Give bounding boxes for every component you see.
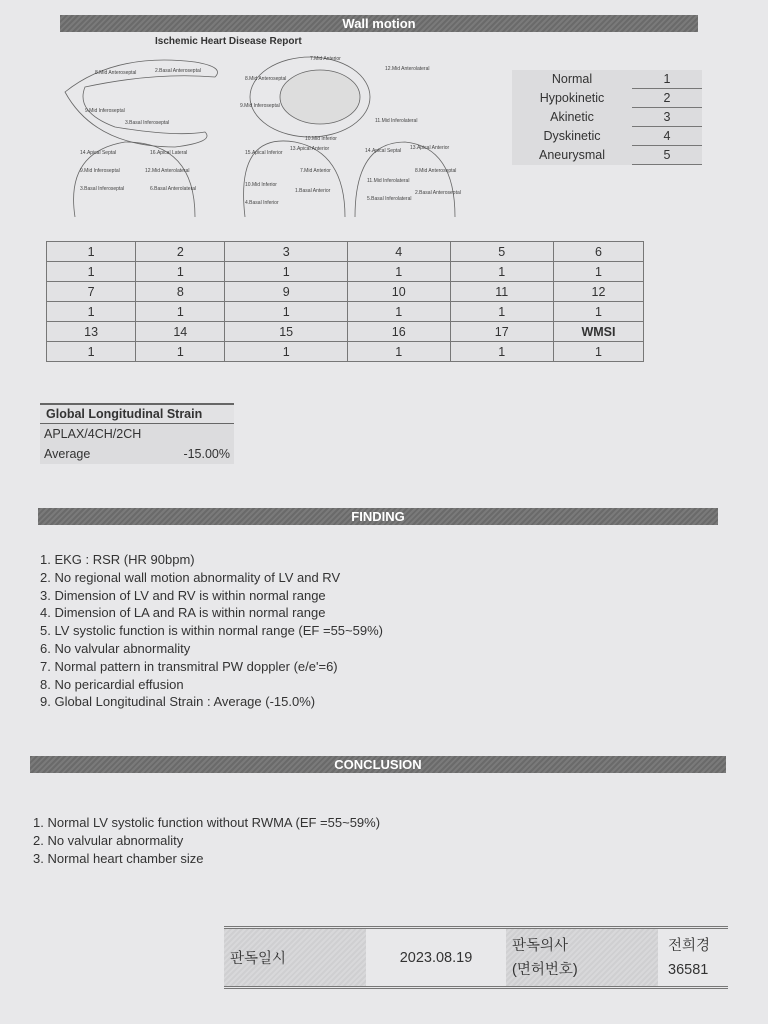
finding-item: 5. LV systolic function is within normal range (EF =55~59%) bbox=[40, 623, 383, 639]
conclusion-item: 1. Normal LV systolic function without RWMA (EF =55~59%) bbox=[33, 815, 381, 830]
table-cell: 1 bbox=[347, 302, 450, 322]
table-cell: 1 bbox=[225, 302, 348, 322]
gls-average-label: Average bbox=[44, 447, 91, 461]
wall-motion-legend bbox=[512, 70, 702, 165]
segment-label: 9.Mid Inferoseptal bbox=[85, 108, 125, 114]
table-cell: 11 bbox=[450, 282, 553, 302]
finding-item: 2. No regional wall motion abnormality of LV and RV bbox=[40, 569, 341, 585]
segment-label: 8.Mid Anteroseptal bbox=[95, 70, 137, 76]
finding-item: 8. No pericardial effusion bbox=[40, 676, 184, 692]
segment-label: 6.Basal Anterolateral bbox=[150, 186, 197, 192]
conclusion-item: 3. Normal heart chamber size bbox=[33, 850, 204, 866]
segment-label: 13.Apical Anterior bbox=[290, 146, 330, 152]
table-cell: 10 bbox=[347, 282, 450, 302]
finding-item: 1. EKG : RSR (HR 90bpm) bbox=[40, 552, 195, 567]
legend-name: Dyskinetic bbox=[543, 129, 601, 143]
segment-label: 7.Mid Anterior bbox=[300, 168, 331, 174]
segment-label: 11.Mid Inferolateral bbox=[367, 178, 410, 184]
table-row bbox=[47, 322, 644, 342]
legend-value: 3 bbox=[632, 108, 702, 127]
table-cell: 17 bbox=[450, 322, 553, 342]
gls-title: Global Longitudinal Strain bbox=[40, 403, 234, 424]
table-cell: 1 bbox=[47, 242, 136, 262]
legend-name: Hypokinetic bbox=[539, 91, 605, 105]
conclusion-list bbox=[33, 814, 380, 867]
report-subtitle: Ischemic Heart Disease Report bbox=[155, 36, 302, 47]
license-number: 36581 bbox=[668, 961, 709, 978]
doctor-name: 전희경 bbox=[668, 937, 711, 954]
segment-label: 15.Apical Inferior bbox=[245, 150, 283, 156]
read-date-label: 판독일시 bbox=[224, 929, 366, 986]
table-cell: 1 bbox=[450, 302, 553, 322]
legend-row bbox=[512, 89, 702, 108]
legend-value: 1 bbox=[632, 70, 702, 89]
finding-item: 9. Global Longitudinal Strain : Average (-15.0%) bbox=[40, 694, 316, 710]
table-cell: 1 bbox=[225, 262, 348, 282]
legend-value: 2 bbox=[632, 89, 702, 108]
table-row bbox=[47, 282, 644, 302]
segment-label: 11.Mid Inferolateral bbox=[375, 118, 418, 124]
table-cell: 1 bbox=[136, 302, 225, 322]
table-cell: 14 bbox=[136, 322, 225, 342]
table-cell: 1 bbox=[47, 302, 136, 322]
table-cell: 15 bbox=[225, 322, 348, 342]
table-cell: 1 bbox=[450, 342, 553, 362]
segment-score-table bbox=[46, 241, 644, 362]
finding-list bbox=[40, 551, 383, 711]
finding-header: FINDING bbox=[38, 508, 718, 525]
segment-label: 14.Apical Septal bbox=[365, 148, 402, 154]
table-cell: 1 bbox=[136, 262, 225, 282]
table-cell: 1 bbox=[553, 302, 643, 322]
segment-label: 8.Mid Anteroseptal bbox=[415, 168, 457, 174]
read-date: 2023.08.19 bbox=[399, 949, 473, 966]
segment-label: 7.Mid Anterior bbox=[310, 56, 341, 62]
table-cell: 7 bbox=[47, 282, 136, 302]
heart-segment-diagram bbox=[55, 52, 475, 217]
finding-item: 6. No valvular abnormality bbox=[40, 640, 191, 656]
table-cell: 3 bbox=[225, 242, 348, 262]
legend-row bbox=[512, 146, 702, 165]
table-cell: 5 bbox=[450, 242, 553, 262]
table-cell: 1 bbox=[136, 342, 225, 362]
segment-label: 3.Basal Inferoseptal bbox=[125, 120, 170, 126]
table-row bbox=[47, 262, 644, 282]
segment-label: 10.Mid Inferior bbox=[245, 182, 277, 188]
table-cell: 1 bbox=[47, 262, 136, 282]
legend-name: Normal bbox=[551, 72, 593, 86]
table-cell: 1 bbox=[553, 342, 643, 362]
table-cell: 1 bbox=[225, 342, 348, 362]
segment-label: 10.Mid Inferior bbox=[305, 136, 337, 142]
finding-item: 7. Normal pattern in transmitral PW doppler (e/e'=6) bbox=[40, 658, 338, 674]
finding-item: 3. Dimension of LV and RV is within normal range bbox=[40, 587, 326, 603]
table-cell: 1 bbox=[450, 262, 553, 282]
table-cell: 12 bbox=[553, 282, 643, 302]
signature-table bbox=[224, 926, 728, 989]
doctor-label: 판독의사 bbox=[512, 937, 569, 954]
segment-label: 12.Mid Anterolateral bbox=[385, 66, 430, 72]
legend-value: 5 bbox=[632, 146, 702, 165]
table-cell: 4 bbox=[347, 242, 450, 262]
table-cell: 6 bbox=[553, 242, 643, 262]
segment-label: 2.Basal Anteroseptal bbox=[155, 68, 201, 74]
segment-label: 9.Mid Inferoseptal bbox=[240, 103, 280, 109]
table-cell: 16 bbox=[347, 322, 450, 342]
table-cell: 1 bbox=[347, 342, 450, 362]
table-cell: 1 bbox=[553, 262, 643, 282]
table-row bbox=[47, 242, 644, 262]
table-cell: 8 bbox=[136, 282, 225, 302]
segment-label: 13.Apical Anterior bbox=[410, 145, 450, 151]
legend-name: Akinetic bbox=[550, 110, 594, 124]
segment-label: 14.Apical Septal bbox=[80, 150, 117, 156]
table-cell: WMSI bbox=[553, 322, 643, 342]
table-row bbox=[47, 302, 644, 322]
table-cell: 9 bbox=[225, 282, 348, 302]
table-cell: 2 bbox=[136, 242, 225, 262]
segment-label: 4.Basal Inferior bbox=[245, 200, 279, 206]
legend-row bbox=[512, 70, 702, 89]
conclusion-header: CONCLUSION bbox=[30, 756, 726, 773]
finding-item: 4. Dimension of LA and RA is within normal range bbox=[40, 605, 326, 621]
legend-row bbox=[512, 108, 702, 127]
license-label: (면허번호) bbox=[512, 961, 578, 978]
gls-average-value: -15.00% bbox=[183, 447, 230, 461]
table-cell: 1 bbox=[347, 262, 450, 282]
segment-label: 5.Basal Inferolateral bbox=[367, 196, 412, 202]
gls-box bbox=[40, 403, 234, 464]
segment-label: 1.Basal Anterior bbox=[295, 188, 331, 194]
segment-label: 8.Mid Anteroseptal bbox=[245, 76, 287, 82]
table-cell: 13 bbox=[47, 322, 136, 342]
segment-label: 3.Basal Inferoseptal bbox=[80, 186, 125, 192]
legend-name: Aneurysmal bbox=[539, 148, 605, 162]
table-row bbox=[47, 342, 644, 362]
segment-label: 12.Mid Anterolateral bbox=[145, 168, 190, 174]
wall-motion-header: Wall motion bbox=[60, 15, 698, 32]
legend-row bbox=[512, 127, 702, 146]
segment-label: 9.Mid Inferoseptal bbox=[80, 168, 120, 174]
conclusion-item: 2. No valvular abnormality bbox=[33, 832, 184, 848]
gls-views: APLAX/4CH/2CH bbox=[40, 424, 234, 444]
table-cell: 1 bbox=[47, 342, 136, 362]
legend-value: 4 bbox=[632, 127, 702, 146]
segment-label: 16.Apical Lateral bbox=[150, 150, 188, 156]
segment-label: 2.Basal Anteroseptal bbox=[415, 190, 461, 196]
